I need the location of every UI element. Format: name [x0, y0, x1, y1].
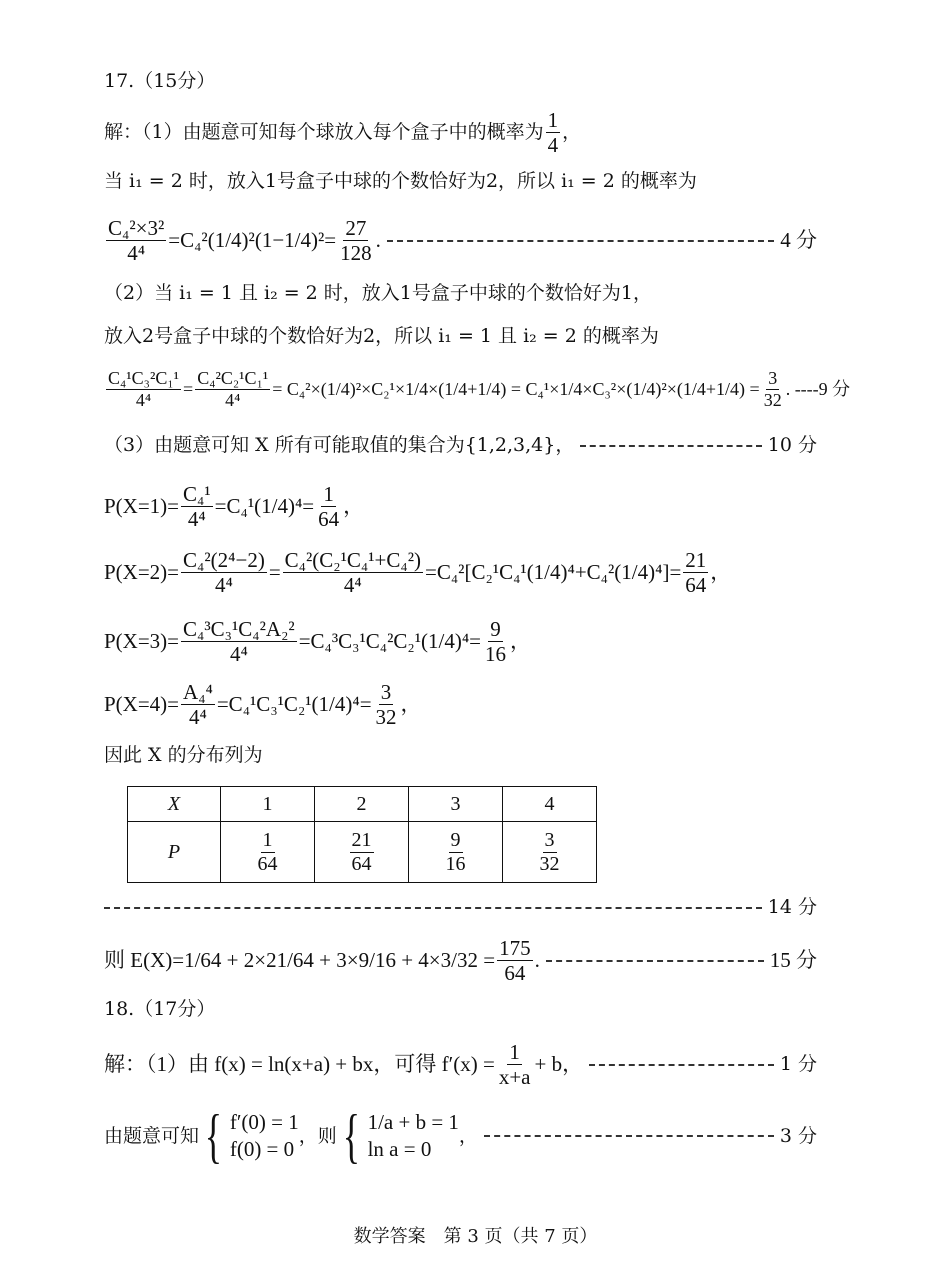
q17-p1-text: 解：（1）由题意可知每个球放入每个盒子中的概率为 — [104, 121, 544, 144]
frac-num: C₄²(C₂¹C₄¹+C₄²) — [284, 548, 421, 572]
score-4: 4 分 — [780, 228, 817, 253]
frac-den: 128 — [340, 241, 372, 266]
px2-fraction-2 — [283, 548, 423, 597]
table-cell — [128, 822, 221, 883]
px2-mid: =C₄²[C₂¹C₄¹(1/4)⁴+C₄²(1/4)⁴]= — [424, 560, 682, 585]
q18-header: 18.（17分） — [104, 998, 216, 1020]
row-label-p: P — [167, 840, 181, 863]
frac-den: 32 — [763, 389, 782, 410]
system-row: ln a = 0 — [367, 1137, 432, 1161]
px2-line: P(X=2)= $\frac{\text{C₄²(2⁴−2)}}{\text{4⁴}}$ = $\frac{\text{C₄²(C₂¹C₄¹+C₄²)}}{\text{4⁴}}$ =C₄²[C₂¹C₄¹(1/4)⁴+C₄²(1/4)⁴]= $\frac{21}{64}$ ， — [104, 548, 732, 598]
q18-p1: 解：（1）由 f(x) = ln(x+a) + bx，可得 f′(x) = — [104, 1052, 495, 1077]
frac-den: 4⁴ — [225, 389, 241, 410]
px1-mid: =C₄¹(1/4)⁴= — [214, 494, 315, 519]
px3-line: P(X=3)= $\frac{\text{C₄³C₃¹C₄²A₂²}}{\text{4⁴}}$ =C₄³C₃¹C₄²C₂¹(1/4)⁴= $\frac{9}{16}$ ， — [104, 617, 532, 667]
prob-fraction — [546, 108, 561, 157]
q17-p5-line — [104, 436, 817, 455]
equation-system-1: { f′(0) = 1 f(0) = 0 — [204, 1103, 299, 1169]
px3-mid: =C₄³C₃¹C₄²C₂¹(1/4)⁴= — [298, 629, 482, 654]
frac-num: 27 — [345, 216, 367, 240]
frac-num: A₄⁴ — [183, 680, 213, 704]
frac-num: 1 — [509, 1040, 520, 1064]
q18-p1-tail: + b， — [534, 1052, 584, 1077]
frac-den: 64 — [257, 852, 278, 875]
frac-num: 3 — [544, 828, 555, 851]
px2-lhs: P(X=2)= — [104, 560, 180, 585]
table-cell — [221, 822, 315, 883]
frac-den: 4⁴ — [343, 573, 362, 598]
q18-p2-pre: 由题意可知 — [104, 1124, 200, 1147]
ex-expr: 1/64 + 2×21/64 + 3×9/16 + 4×3/32 = — [184, 948, 496, 973]
equation-system-2: { 1/a + b = 1 ln a = 0 — [342, 1103, 459, 1169]
frac-num: 9 — [450, 828, 461, 851]
score-14: 14 分 — [767, 896, 817, 918]
q17-p5: （3）由题意可知 X 所有可能取值的集合为{1,2,3,4}， — [104, 434, 575, 456]
derivative-fraction — [497, 1040, 533, 1089]
system-row: f′(0) = 1 — [229, 1110, 299, 1134]
table-cell: 2 — [315, 787, 409, 822]
eq1-lhs-fraction — [106, 216, 166, 265]
q17-eq2: $\frac{\text{C₄¹C₃²C₁¹}}{\text{4⁴}}$ = $\frac{\text{C₄²C₂¹C₁¹}}{\text{4⁴}}$ = C₄²×(1/4)²×C₂¹×1/4×(1/4+1/4) = C₄¹×1/4×C₃²×(1/4)²×(1/4+1/4) = $\frac{3}{32}$ . ----9 分 — [108, 368, 851, 410]
px2-result — [683, 548, 708, 597]
dash-leader — [546, 960, 764, 962]
px4-fraction — [181, 680, 215, 729]
frac-num: 175 — [499, 936, 531, 960]
px3-fraction — [181, 617, 297, 666]
table-cell: 1 — [221, 787, 315, 822]
eq2-b-fraction — [195, 368, 270, 410]
frac-den: 64 — [504, 961, 526, 986]
dash-leader — [484, 1135, 774, 1137]
frac-den: 4⁴ — [187, 507, 206, 532]
q18-p1-line — [104, 1040, 817, 1089]
frac-den: 16 — [445, 852, 466, 875]
q17-eq1: $\frac{\text{C₄²×3²}}{\text{4⁴}}$ =C₄²(1/4)²(1−1/4)²= $\frac{27}{128}$ . 4 分 — [108, 216, 817, 266]
px2-fraction-1 — [181, 548, 267, 597]
px1-line: P(X=1)= $\frac{\text{C₄¹}}{\text{4⁴}}$ =C₄¹(1/4)⁴= $\frac{1}{64}$ ， — [104, 482, 365, 532]
px1-lhs: P(X=1)= — [104, 494, 180, 519]
table-cell — [503, 822, 597, 883]
px4-lhs: P(X=4)= — [104, 692, 180, 717]
q17-p6: 因此 X 的分布列为 — [104, 744, 263, 766]
table-cell: 4 — [503, 787, 597, 822]
frac-den: 64 — [351, 852, 372, 875]
frac-den: 64 — [685, 573, 707, 598]
frac-den: 4⁴ — [135, 389, 152, 410]
frac-num: 3 — [768, 368, 778, 388]
frac-den: 64 — [318, 507, 340, 532]
score-1: 1 分 — [779, 1053, 817, 1076]
q17-p1-line: 解：（1）由题意可知每个球放入每个盒子中的概率为 $\frac{1}{4}$ ， — [104, 108, 582, 158]
px4-mid: =C₄¹C₃¹C₂¹(1/4)⁴= — [216, 692, 372, 717]
px4-result — [374, 680, 399, 729]
q17-p4: 放入2号盒子中球的个数恰好为2，所以 i₁ = 1 且 i₂ = 2 的概率为 — [104, 325, 659, 347]
table-row — [128, 822, 597, 883]
frac-den: 4 — [547, 133, 559, 158]
frac-den: 16 — [485, 642, 507, 667]
frac-den: 4⁴ — [215, 573, 233, 598]
eq2-rhs-fraction — [762, 368, 784, 410]
px4-line: P(X=4)= $\frac{\text{A₄⁴}}{\text{4⁴}}$ =C₄¹C₃¹C₂¹(1/4)⁴= $\frac{3}{32}$ ， — [104, 680, 422, 730]
dash-leader — [387, 240, 774, 242]
px3-result — [483, 617, 508, 666]
frac-num: 21 — [685, 548, 707, 572]
table-cell — [315, 822, 409, 883]
frac-num: C₄²C₂¹C₁¹ — [197, 368, 269, 388]
score-14-line — [104, 898, 817, 917]
table-cell — [409, 822, 503, 883]
q18-p2-mid: ，则 — [298, 1124, 337, 1147]
score-15: 15 分 — [769, 948, 817, 973]
table-cell: 3 — [409, 787, 503, 822]
ex-result — [497, 936, 533, 985]
frac-num: 3 — [380, 680, 392, 704]
frac-den: 4⁴ — [189, 705, 207, 730]
frac-num: C₄¹C₃²C₁¹ — [108, 368, 180, 388]
table-cell — [128, 787, 221, 822]
eq2-a-fraction — [106, 368, 181, 410]
distribution-table — [127, 786, 597, 883]
px3-lhs: P(X=3)= — [104, 629, 180, 654]
frac-den: x+a — [498, 1065, 531, 1090]
table-row — [128, 787, 597, 822]
frac-den: 32 — [539, 852, 560, 875]
frac-num: 1 — [323, 482, 334, 506]
page-footer: 数学答案 第 3 页（共 7 页） — [353, 1226, 598, 1247]
frac-den: 4⁴ — [229, 642, 248, 667]
eq1-mid: =C₄²(1/4)²(1−1/4)²= — [168, 228, 337, 253]
expectation-line: 则 E(X)= 1/64 + 2×21/64 + 3×9/16 + 4×3/32 = $\frac{175}{64}$ . 15 分 — [104, 936, 817, 986]
q18-p2-line: 由题意可知 { f′(0) = 1 f(0) = 0 ，则 { 1/a + b = 1 ln a = 0 ， 3 分 — [104, 1103, 817, 1169]
frac-num: C₄³C₃¹C₄²A₂² — [183, 617, 295, 641]
frac-den: 4⁴ — [127, 241, 146, 266]
dash-leader — [580, 445, 761, 447]
score-9: . ----9 分 — [785, 379, 851, 400]
frac-num: 9 — [490, 617, 501, 641]
frac-den: 32 — [375, 705, 397, 730]
q17-p2: 当 i₁ = 2 时，放入1号盒子中球的个数恰好为2，所以 i₁ = 2 的概率为 — [104, 170, 697, 192]
frac-num: C₄¹ — [183, 482, 211, 506]
eq1-rhs-fraction — [338, 216, 374, 265]
system-row: 1/a + b = 1 — [367, 1110, 459, 1134]
frac-num: C₄²(2⁴−2) — [183, 548, 265, 572]
eq2-mid: = C₄²×(1/4)²×C₂¹×1/4×(1/4+1/4) = C₄¹×1/4×C₃²×(1/4)²×(1/4+1/4) = — [272, 379, 760, 400]
frac-num: 21 — [351, 828, 372, 851]
score-3: 3 分 — [779, 1124, 817, 1147]
header-x: X — [167, 792, 181, 815]
score-10: 10 分 — [767, 434, 817, 456]
px1-result — [316, 482, 341, 531]
ex-lhs: 则 E(X)= — [104, 948, 185, 973]
px1-fraction — [181, 482, 213, 531]
dash-leader — [589, 1064, 774, 1066]
q17-p3: （2）当 i₁ = 1 且 i₂ = 2 时，放入1号盒子中球的个数恰好为1， — [104, 282, 652, 304]
q17-header: 17.（15分） — [104, 70, 216, 92]
frac-num: C₄²×3² — [108, 216, 165, 240]
dash-leader — [104, 907, 762, 909]
frac-num: 1 — [262, 828, 273, 851]
frac-num: 1 — [547, 108, 559, 132]
system-row: f(0) = 0 — [229, 1137, 295, 1161]
